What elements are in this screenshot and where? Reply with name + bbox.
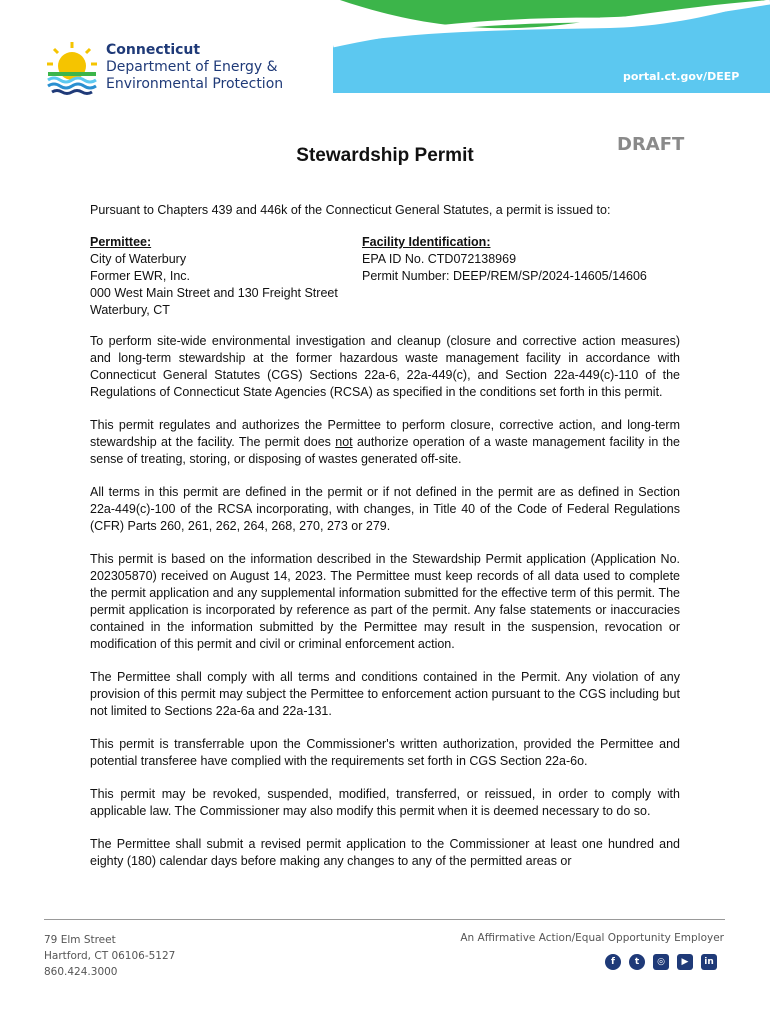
paragraph: This permit is based on the information described in the Stewardship Permit application (Application No. 202305870) received on August 14, 2023. The Permittee must keep records of all data used to complete the permit application and any supplemental information submitted for the effective term of this permit. The permit application is incorporated by reference as part of the permit. Any false statements or inaccuracies contained in the information submitted by the Permittee may result in the suspension, revocation or modification of this permit and civil or criminal enforcement action. [90, 552, 680, 651]
permittee-line: 000 West Main Street and 130 Freight Street [90, 286, 338, 300]
agency-line: Department of Energy & [106, 59, 278, 75]
permittee-heading: Permittee: [90, 235, 152, 249]
facility-heading: Facility Identification: [362, 235, 491, 249]
intro-text: Pursuant to Chapters 439 and 446k of the Connecticut General Statutes, a permit is issued to: [90, 203, 611, 217]
facebook-icon[interactable]: f [605, 954, 621, 970]
agency-line: Environmental Protection [106, 76, 284, 92]
permit-number: Permit Number: DEEP/REM/SP/2024-14605/14606 [362, 269, 647, 283]
permittee-line: Former EWR, Inc. [90, 269, 191, 283]
paragraph [90, 417, 680, 468]
paragraph: To perform site-wide environmental investigation and cleanup (closure and corrective action measures) and long-term stewardship at the former hazardous waste management facility in accordance with Connecticut General Statutes (CGS) Sections 22a-6, 22a-449(c), and Section 22a-449(c)-110 of the Regulations of Connecticut State Agencies (RCSA) as specified in the conditions set forth in this permit. [90, 334, 680, 399]
paragraph: All terms in this permit are defined in the permit or if not defined in the permit are as defined in Section 22a-449(c)-100 of the RCSA incorporating, with changes, in Title 40 of the Code of Federal Regulations (CFR) Parts 260, 261, 262, 264, 268, 270, 273 or 279. [90, 485, 680, 533]
portal-url[interactable]: portal.ct.gov/DEEP [623, 70, 740, 83]
permittee-line: City of Waterbury [90, 252, 187, 266]
agency-line: Connecticut [106, 42, 201, 58]
paragraph: The Permittee shall comply with all terms and conditions contained in the Permit. Any violation of any provision of this permit may subject the Permittee to enforcement action pursuant to the CGS including but not limited to Sections 22a-6a and 22a-131. [90, 670, 680, 718]
paragraph: The Permittee shall submit a revised permit application to the Commissioner at least one hundred and eighty (180) calendar days before making any changes to any of the permitted areas or [90, 837, 680, 868]
address-line: Hartford, CT 06106-5127 [44, 950, 176, 962]
twitter-icon[interactable]: t [629, 954, 645, 970]
youtube-icon[interactable]: ▶ [677, 954, 693, 970]
paragraph: This permit may be revoked, suspended, modified, transferred, or reissued, in order to comply with applicable law. The Commissioner may also modify this permit when it is deemed necessary to do so. [90, 787, 680, 818]
facility-block [362, 234, 647, 285]
address-line: 860.424.3000 [44, 966, 118, 978]
epa-id: EPA ID No. CTD072138969 [362, 252, 517, 266]
social-links [605, 954, 717, 970]
eoe-statement: An Affirmative Action/Equal Opportunity Employer [460, 932, 724, 944]
footer-address [44, 932, 175, 980]
paragraph: This permit is transferrable upon the Commissioner's written authorization, provided the Permittee and potential transferee have complied with the requirements set forth in CGS Section 22a-6o. [90, 737, 680, 768]
agency-name [106, 42, 283, 93]
text-span: This permit regulates and authorizes the Permittee to perform closure, corrective action, and long-term stewardship at the facility. The permit does [90, 418, 680, 449]
deep-logo-icon [44, 40, 100, 96]
text-span: authorize operation of a waste management facility in the sense of treating, storing, or disposing of wastes generated off-site. [90, 435, 680, 466]
instagram-icon[interactable]: ◎ [653, 954, 669, 970]
emphasis-not: not [335, 435, 353, 449]
footer-divider [44, 919, 725, 920]
address-line: 79 Elm Street [44, 934, 116, 946]
page-title: Stewardship Permit [296, 145, 474, 166]
permit-body [90, 333, 680, 886]
linkedin-icon[interactable]: in [701, 954, 717, 970]
permittee-block [90, 234, 338, 319]
draft-watermark: DRAFT [617, 134, 685, 155]
permittee-line: Waterbury, CT [90, 303, 170, 317]
